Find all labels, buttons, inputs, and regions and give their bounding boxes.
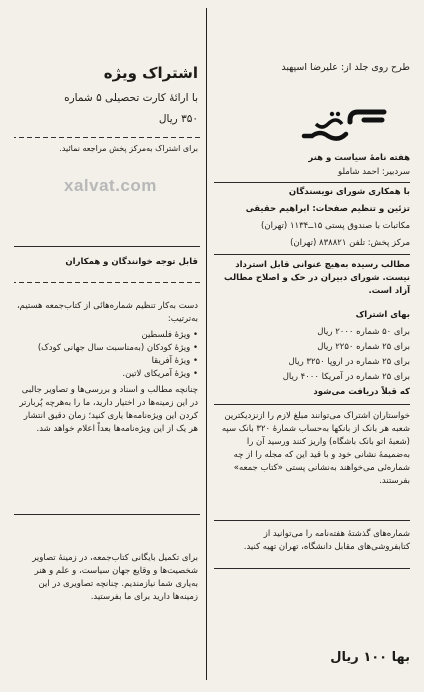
attention-heading: قابل توجه خوانندگان و همکاران [65, 257, 198, 267]
special-issue-item: • ویژهٔ فلسطین [141, 330, 198, 340]
special-issue-item: • ویژهٔ کودکان (به‌مناسبت سال جهانی کودک) [37, 343, 198, 353]
subscription-title: بهای اشتراک [355, 310, 410, 320]
rule [214, 182, 410, 183]
magazine-type: هفته نامهٔ سیاست و هنر [308, 153, 410, 163]
editor-credit: سردبیر: احمد شاملو [338, 167, 410, 177]
special-subscription-title: اشتراک ویژه [103, 64, 198, 82]
subscription-note: که قبلاً دریافت می‌شود [313, 387, 410, 397]
subscription-row: برای ۵۰ شماره ۲۰۰۰ ریال [317, 327, 410, 337]
column-divider [206, 8, 207, 680]
student-price: ۳۵۰ ریال [158, 113, 198, 125]
issue-price: بها ۱۰۰ ریال [330, 650, 410, 665]
cooperation-credit: با همکاری شورای نویسندگان [288, 187, 410, 197]
layout-credit: تزئین و تنظیم صفحات: ابراهیم حقیقی [245, 204, 410, 214]
rule [214, 404, 410, 405]
rule [214, 520, 410, 521]
rule [14, 246, 200, 247]
student-offer: با ارائهٔ کارت تحصیلی ۵ شماره [64, 92, 198, 104]
magazine-logo [298, 106, 392, 144]
rule [14, 514, 200, 515]
subscription-row: برای ۲۵ شماره در آمریکا ۴۰۰۰ ریال [282, 372, 410, 382]
submission-notice: مطالب رسیده به‌هیچ عنوانی قابل استرداد نیست. شورای دبیران در حک و اصلاح مطالب آزاد است. [223, 260, 410, 296]
rule [214, 254, 410, 255]
subscription-row: برای ۲۵ شماره در اروپا ۳۲۵۰ ریال [288, 357, 410, 367]
logo-text [98, 106, 99, 107]
postal-address: مکاتبات با صندوق پستی ۱۵ــ۱۱۳۴ (تهران) [261, 221, 410, 231]
back-issues-note: شماره‌های گذشتهٔ هفته‌نامه را می‌توانید از کتابفروشی‌های مقابل دانشگاه، تهران تهیه کنید. [243, 529, 410, 552]
payment-instructions: خواستاران اشتراک می‌توانند مبلغ لازم را ازنزدیکترین شعبه هر بانک از بانکها به‌حساب شمارهٔ ۳۲۰ بانک سپه (شعبهٔ اتو بانک باشگاه) واریز کنند ورسید آن را به‌ضمیمهٔ نشانی خود و با قید این که مجله را از چه شماره‌ئی می‌خواهند به‌نشانی پستی «کتاب جمعه» بفرستند. [221, 411, 410, 486]
watermark: xalvat.com [64, 176, 157, 195]
special-issues-body: چنانچه مطالب و اسناد و بررسی‌ها و تصاویر جالبی در این زمینه‌ها در اختیار دارید، ما را به‌هرچه پُربارتر کردن این ویژه‌نامه‌ها یاری کنید؛ زمان دقیق انتشار هر یک از این ویژه‌نامه‌ها بعداً اعلام خواهد شد. [19, 385, 198, 434]
cover-credit: طرح روی جلد از: علیرضا اسپهبد [281, 62, 410, 73]
dashed-rule [14, 282, 200, 283]
distribution-phone: مرکز پخش: تلفن ۸۳۸۸۲۱ (تهران) [290, 238, 410, 248]
logo-icon [298, 106, 392, 144]
student-note: برای اشتراک به‌مرکز پخش مراجعه نمائید. [59, 144, 198, 153]
dashed-rule [14, 137, 200, 138]
special-issues-intro: دست به‌کار تنظیم شماره‌هائی از کتاب‌جمعه هستیم، به‌ترتیب: [16, 301, 198, 324]
special-issue-item: • ویژهٔ آمریکای لاتین. [122, 369, 198, 379]
special-issue-item: • ویژهٔ آفریقا [151, 356, 198, 366]
subscription-row: برای ۲۵ شماره ۲۲۵۰ ریال [317, 342, 410, 352]
archive-request: برای تکمیل بایگانی کتاب‌جمعه، در زمینهٔ تصاویر شخصیت‌ها و وقایع جهان سیاست، و علم و هنر به‌یاری شما نیازمندیم. چنانچه تصاویری در این زمینه‌ها دارید برای ما بفرستید. [32, 553, 198, 602]
rule [214, 568, 410, 569]
